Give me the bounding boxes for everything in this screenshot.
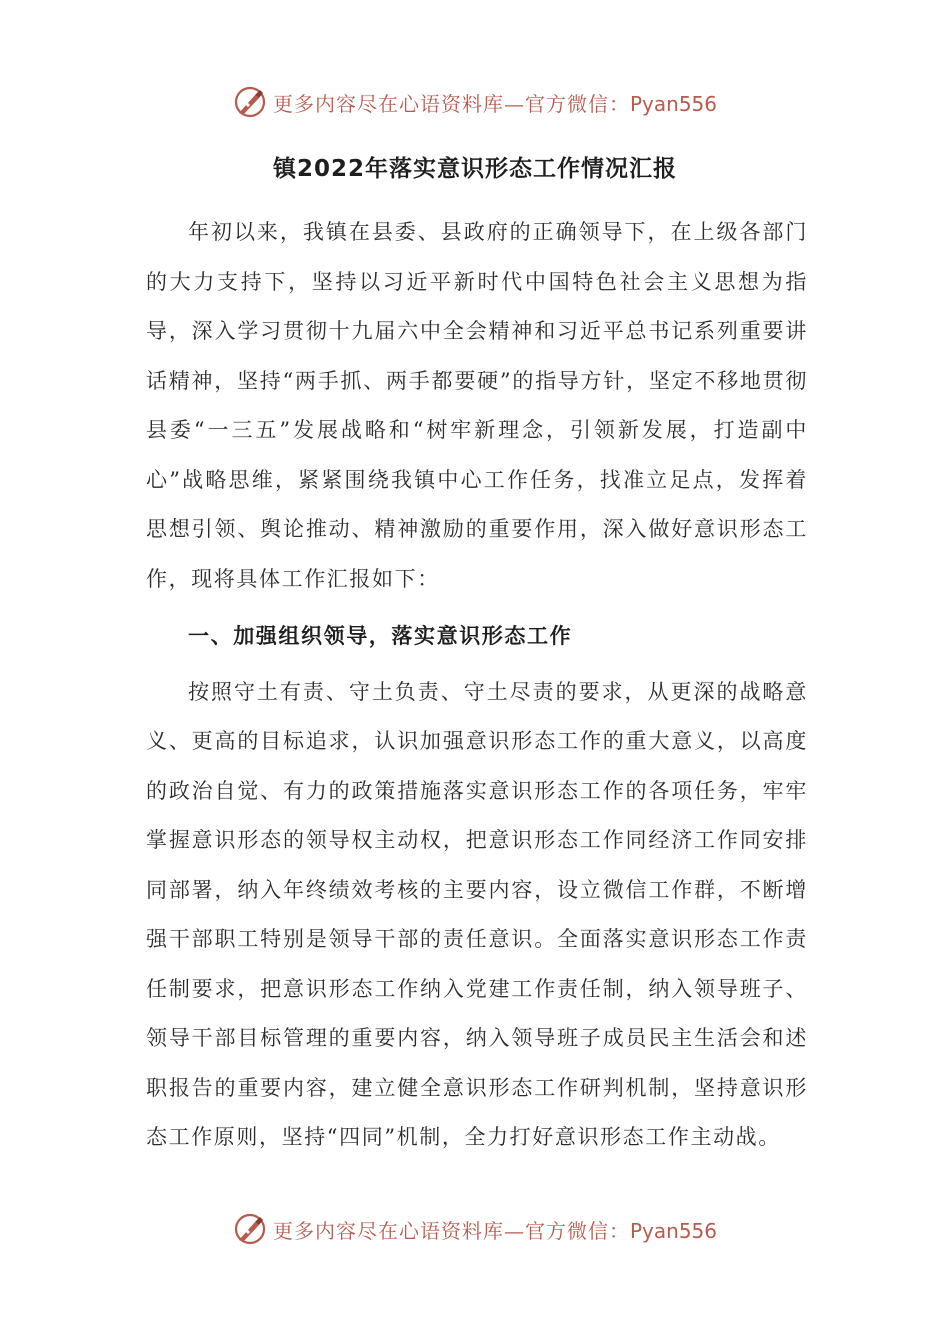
section-paragraph: 按照守土有责、守土负责、守土尽责的要求，从更深的战略意义、更高的目标追求，认识加强意识形态工作的重大意义，以高度的政治自觉、有力的政策措施落实意识形态工作的各项任务，牢牢掌握意识形态的领导权主动权，把意识形态工作同经济工作同安排同部署，纳入年终绩效考核的主要内容，设立微信工作群，不断增强干部职工特别是领导干部的责任意识。全面落实意识形态工作责任制要求，把意识形态工作纳入党建工作责任制，纳入领导班子、领导干部目标管理的重要内容，纳入领导班子成员民主生活会和述职报告的重要内容，建立健全意识形态工作研判机制，坚持意识形态工作原则，坚持“四同”机制，全力打好意识形态工作主动战。 — [146, 679, 808, 1149]
pen-nib-icon — [233, 85, 267, 119]
intro-paragraph: 年初以来，我镇在县委、县政府的正确领导下，在上级各部门的大力支持下，坚持以习近平新时代中国特色社会主义思想为指导，深入学习贯彻十九届六中全会精神和习近平总书记系列重要讲话精神，坚持“两手抓、两手都要硬”的指导方针，坚定不移地贯彻县委“一三五”发展战略和“树牢新理念，引领新发展，打造副中心”战略思维，紧紧围绕我镇中心工作任务，找准立足点，发挥着思想引领、舆论推动、精神激励的重要作用，深入做好意识形态工作，现将具体工作汇报如下： — [146, 220, 808, 591]
section-heading: 一、加强组织领导，落实意识形态工作 — [188, 624, 573, 648]
banner-text: 更多内容尽在心语资料库—官方微信：Pyan556 — [272, 1218, 717, 1243]
banner-text: 更多内容尽在心语资料库—官方微信：Pyan556 — [272, 91, 717, 116]
header-banner — [0, 80, 950, 124]
page-title: 镇2022年落实意识形态工作情况汇报 — [272, 156, 677, 182]
document-body — [146, 208, 808, 1163]
footer-banner — [0, 1207, 950, 1251]
pen-nib-icon — [233, 1212, 267, 1246]
